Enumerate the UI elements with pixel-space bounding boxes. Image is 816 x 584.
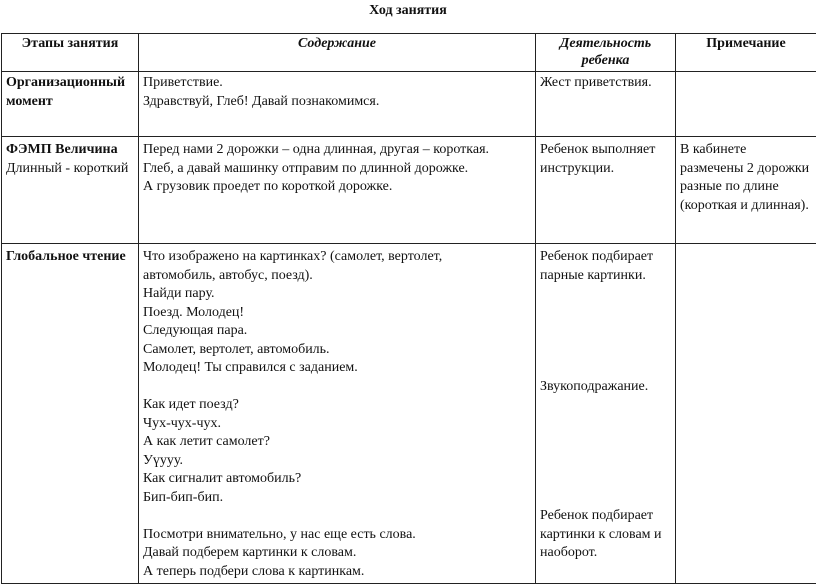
paragraph-gap bbox=[540, 359, 671, 378]
content-line: Следующая пара. bbox=[143, 322, 531, 341]
paragraph-gap bbox=[540, 322, 671, 341]
paragraph-gap bbox=[540, 452, 671, 471]
notes-cell bbox=[676, 72, 816, 137]
content-line: А как летит самолет? bbox=[143, 433, 531, 452]
stage-title: Глобальное чтение bbox=[6, 248, 134, 267]
paragraph-gap bbox=[540, 285, 671, 304]
paragraph-gap bbox=[540, 470, 671, 489]
lesson-table bbox=[1, 33, 816, 584]
content-line: Найди пару. bbox=[143, 285, 531, 304]
table-row bbox=[2, 137, 816, 244]
content-line: Посмотри внимательно, у нас еще есть слова. bbox=[143, 526, 531, 545]
activity-text: Звукоподражание. bbox=[540, 378, 671, 397]
content-line: А грузовик проедет по короткой дорожке. bbox=[143, 178, 531, 197]
stage-subtitle: Длинный - короткий bbox=[6, 160, 134, 179]
content-line: Перед нами 2 дорожки – одна длинная, другая – короткая. bbox=[143, 141, 531, 160]
content-line: А теперь подбери слова к картинкам. bbox=[143, 563, 531, 582]
content-line: Что изображено на картинках? (самолет, вертолет, bbox=[143, 248, 531, 267]
table-row bbox=[2, 244, 816, 584]
content-line: Как сигналит автомобиль? bbox=[143, 470, 531, 489]
activity-text: Жест приветствия. bbox=[540, 74, 671, 93]
header-content: Содержание bbox=[139, 34, 536, 72]
content-line: Молодец! Ты справился с заданием. bbox=[143, 359, 531, 378]
paragraph-gap bbox=[540, 396, 671, 415]
activity-cell bbox=[536, 244, 676, 584]
notes-cell bbox=[676, 244, 816, 584]
content-line: Глеб, а давай машинку отправим по длинной дорожке. bbox=[143, 160, 531, 179]
paragraph-gap bbox=[540, 341, 671, 360]
notes-text: В кабинете размечены 2 дорожки разные по длине (короткая и длинная). bbox=[680, 141, 812, 215]
document-title: Ход занятия bbox=[0, 3, 816, 19]
content-line: Здравствуй, Глеб! Давай познакомимся. bbox=[143, 93, 531, 112]
table-row bbox=[2, 72, 816, 137]
content-cell bbox=[139, 72, 536, 137]
header-stages: Этапы занятия bbox=[2, 34, 139, 72]
activity-text: Ребенок подбирает парные картинки. bbox=[540, 248, 671, 285]
stage-title: ФЭМП Величина bbox=[6, 141, 134, 160]
content-cell bbox=[139, 137, 536, 244]
header-activity: Деятельность ребенка bbox=[536, 34, 676, 72]
paragraph-gap bbox=[143, 507, 531, 526]
content-line: Самолет, вертолет, автомобиль. bbox=[143, 341, 531, 360]
notes-cell bbox=[676, 137, 816, 244]
content-line: Уүууу. bbox=[143, 452, 531, 471]
content-line: Давай подберем картинки к словам. bbox=[143, 544, 531, 563]
paragraph-gap bbox=[143, 378, 531, 397]
header-row bbox=[2, 34, 816, 72]
paragraph-gap bbox=[540, 415, 671, 434]
activity-cell bbox=[536, 72, 676, 137]
paragraph-gap bbox=[540, 304, 671, 323]
content-cell bbox=[139, 244, 536, 584]
activity-text: Ребенок подбирает картинки к словам и наоборот. bbox=[540, 507, 671, 563]
activity-cell bbox=[536, 137, 676, 244]
content-line: Чух-чух-чух. bbox=[143, 415, 531, 434]
paragraph-gap bbox=[540, 433, 671, 452]
content-line: Бип-бип-бип. bbox=[143, 489, 531, 508]
content-line: Как идет поезд? bbox=[143, 396, 531, 415]
activity-text: Ребенок выполняет инструкции. bbox=[540, 141, 671, 178]
content-line: Поезд. Молодец! bbox=[143, 304, 531, 323]
stage-cell bbox=[2, 137, 139, 244]
content-line: Приветствие. bbox=[143, 74, 531, 93]
stage-title: Организационный момент bbox=[6, 74, 134, 111]
header-notes: Примечание bbox=[676, 34, 816, 72]
paragraph-gap bbox=[540, 489, 671, 508]
stage-cell bbox=[2, 244, 139, 584]
stage-cell bbox=[2, 72, 139, 137]
content-line: автомобиль, автобус, поезд). bbox=[143, 267, 531, 286]
